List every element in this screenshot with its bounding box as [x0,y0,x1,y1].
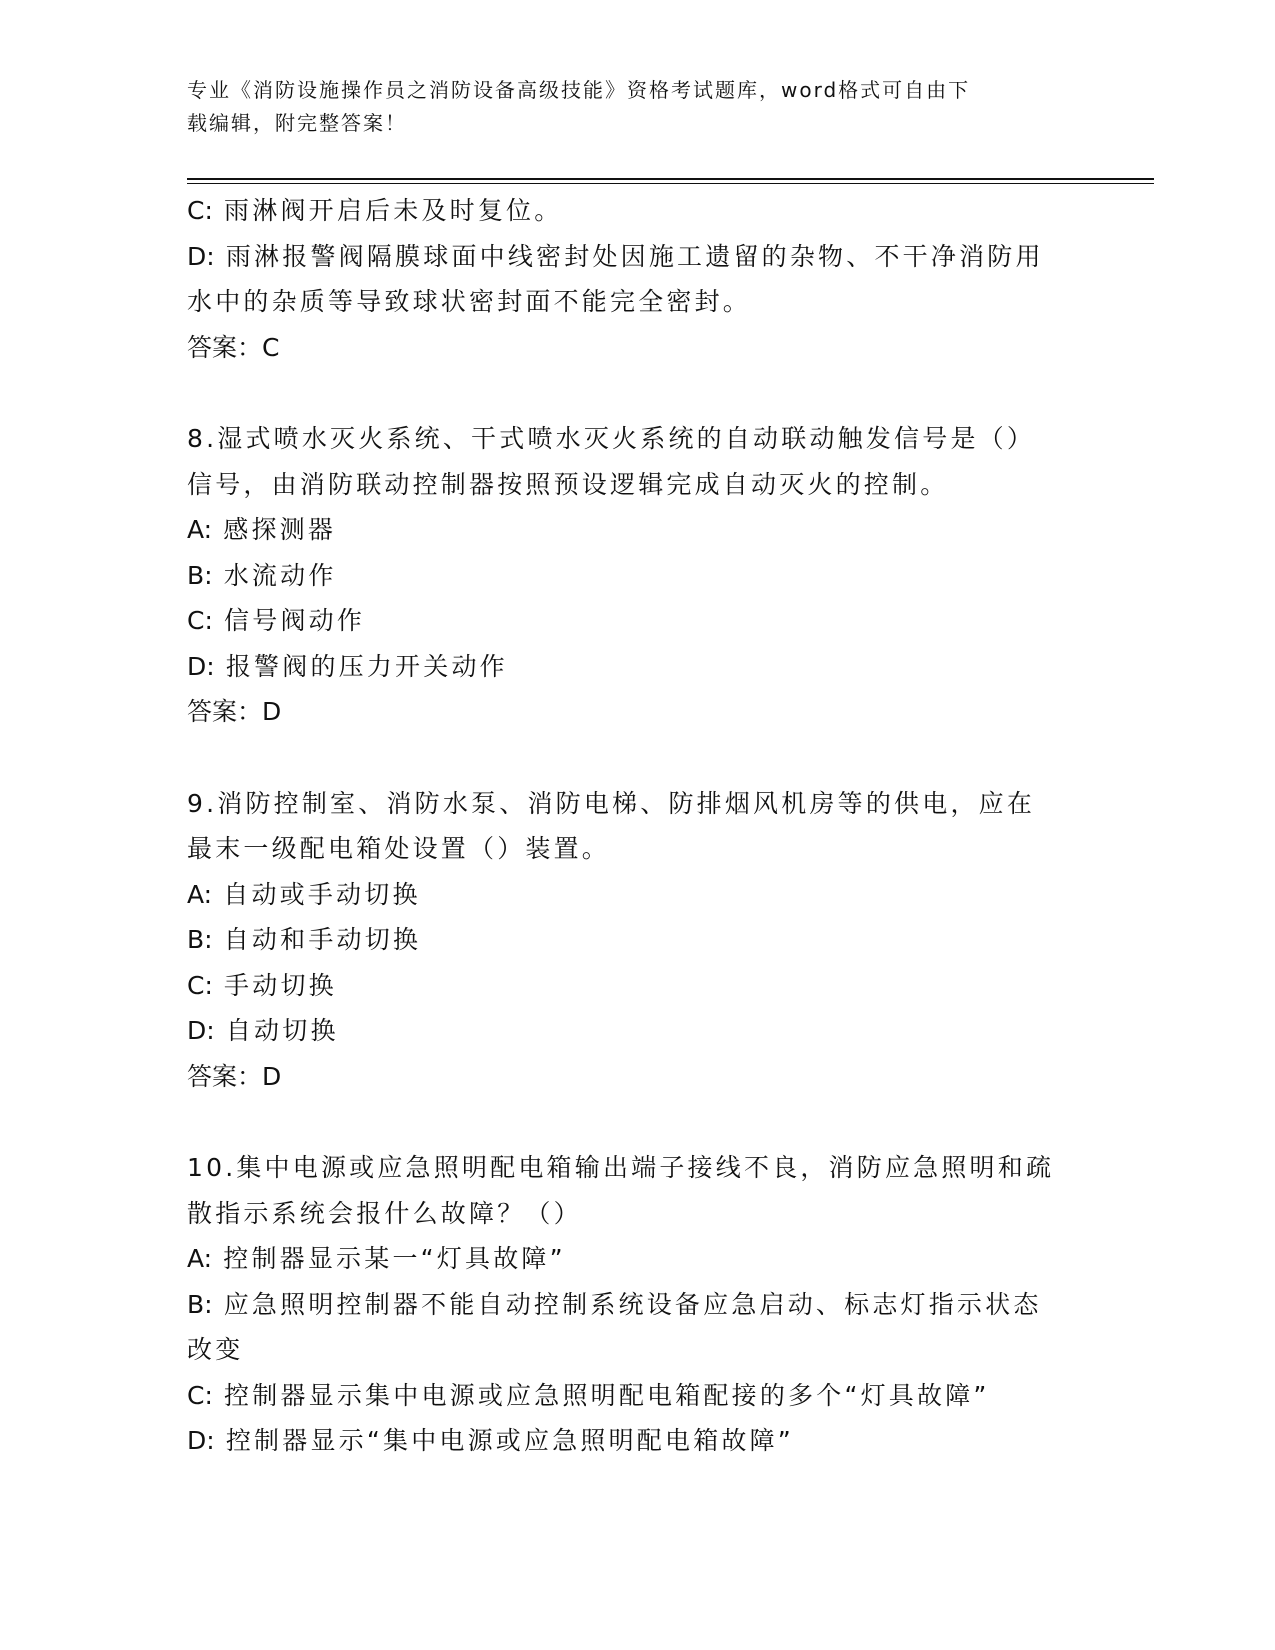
option-text: 报警阀的压力开关动作 [225,651,508,681]
option-text-continued: 水中的杂质等导致球状密封面不能完全密封。 [187,287,752,316]
option-key: C: [187,606,213,635]
header-line: 载编辑，附完整答案！ [187,111,407,135]
question-8 [187,416,1087,735]
header-rule-thick [187,178,1154,180]
option-a [187,872,1087,918]
option-key: D: [187,241,215,271]
option-text: 自动或手动切换 [223,879,421,909]
question-spacer [187,370,1087,416]
question-stem: 10.集中电源或应急照明配电箱输出端子接线不良，消防应急照明和疏 [187,1153,1055,1182]
question-10 [187,1145,1087,1464]
option-text: 应急照明控制器不能自动控制系统设备应急启动、标志灯指示状态 [223,1289,1042,1319]
question-stem: 散指示系统会报什么故障？（） [187,1198,582,1228]
question-spacer [187,1099,1087,1145]
option-c [187,598,1087,644]
option-c [187,188,1087,234]
header-line: 专业《消防设施操作员之消防设备高级技能》资格考试题库，word格式可自由下 [187,78,971,102]
option-key: A: [187,515,213,544]
option-d [187,644,1087,690]
option-a [187,1236,1087,1282]
option-key: B: [187,560,213,590]
document-header [187,74,1067,140]
option-text: 水流动作 [223,560,337,590]
answer: 答案：C [187,332,280,362]
option-key: B: [187,925,213,954]
option-key: B: [187,1289,213,1319]
option-text: 雨淋报警阀隔膜球面中线密封处因施工遗留的杂物、不干净消防用 [225,241,1044,271]
option-c [187,1373,1087,1419]
answer: 答案：D [187,697,282,726]
option-key: A: [187,879,213,909]
option-text: 自动切换 [225,1016,339,1045]
option-d [187,1418,1087,1464]
answer: 答案：D [187,1061,282,1091]
option-text: 控制器显示集中电源或应急照明配电箱配接的多个“灯具故障” [224,1380,990,1410]
option-key: D: [187,1426,215,1455]
header-rule-thin [187,183,1154,184]
question-stem: 9.消防控制室、消防水泵、消防电梯、防排烟风机房等的供电，应在 [187,788,1036,818]
option-b [187,1282,1087,1328]
option-a [187,507,1087,553]
option-b [187,553,1087,599]
option-b [187,917,1087,963]
document-body [187,188,1087,1464]
option-text: 手动切换 [224,970,337,1000]
question-spacer [187,735,1087,781]
option-key: C: [187,196,213,225]
option-text: 自动和手动切换 [223,925,422,954]
option-text-continued: 改变 [187,1335,244,1364]
question-stem: 最末一级配电箱处设置（）装置。 [187,834,611,863]
option-text: 控制器显示某一“灯具故障” [223,1244,566,1273]
option-key: C: [187,1380,213,1410]
question-stem: 信号，由消防联动控制器按照预设逻辑完成自动灭火的控制。 [187,469,949,499]
question-stem: 8.湿式喷水灭火系统、干式喷水灭火系统的自动联动触发信号是（） [187,424,1036,453]
option-key: A: [187,1244,213,1273]
continued-question [187,188,1087,370]
option-text: 雨淋阀开启后未及时复位。 [224,196,563,225]
option-key: C: [187,970,213,1000]
option-c [187,963,1087,1009]
option-d [187,234,1087,280]
option-text: 感探测器 [223,515,337,544]
question-9 [187,781,1087,1100]
option-key: D: [187,651,215,681]
option-text: 控制器显示“集中电源或应急照明配电箱故障” [225,1426,794,1455]
option-d [187,1008,1087,1054]
option-key: D: [187,1016,215,1045]
option-text: 信号阀动作 [224,606,366,635]
